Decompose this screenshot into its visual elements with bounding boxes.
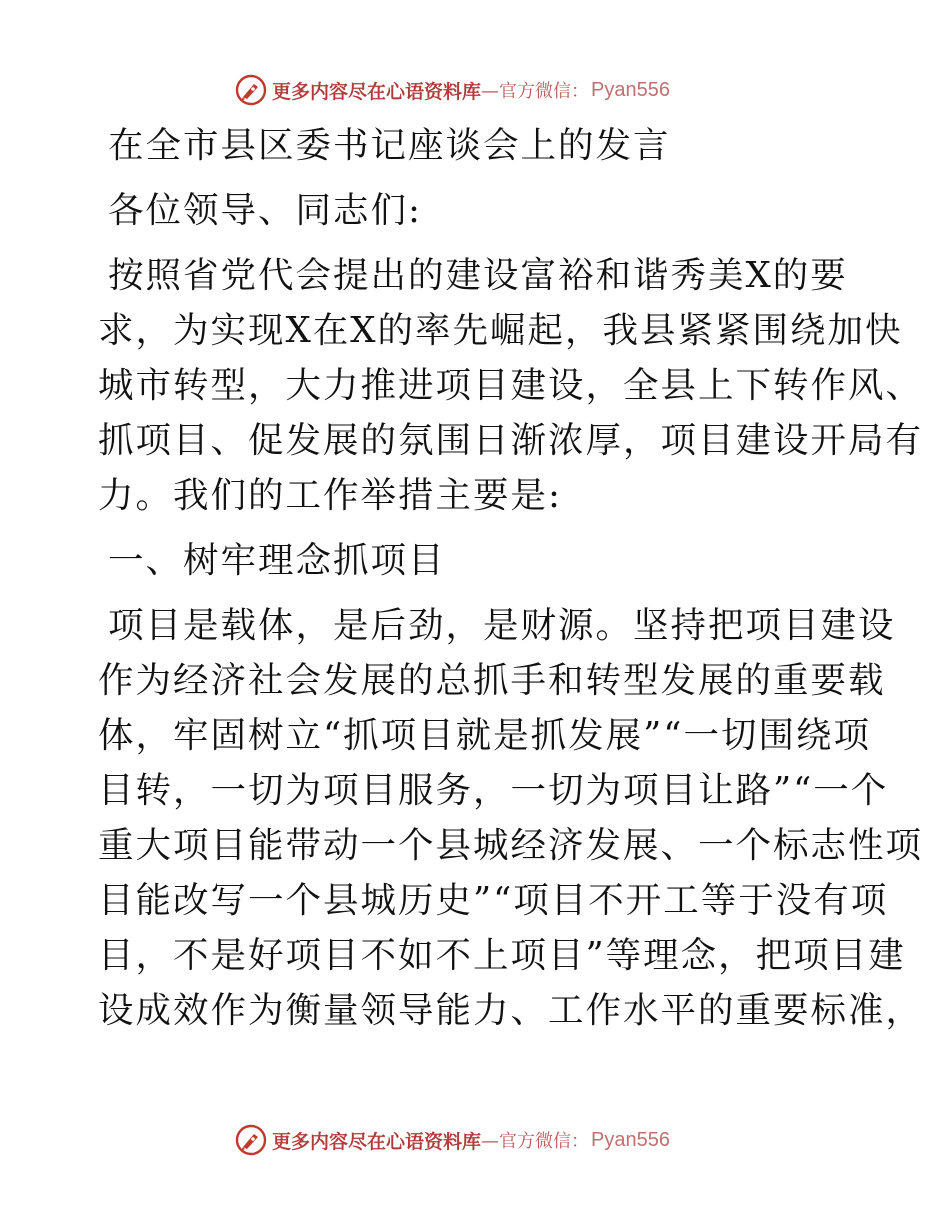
watermark-footer bbox=[234, 1122, 670, 1158]
paragraph-line: 设成效作为衡量领导能力、工作水平的重要标准， bbox=[98, 990, 924, 1031]
paragraph-line: 体，牢固树立“抓项目就是抓发展”“一切围绕项 bbox=[98, 715, 871, 756]
document-title: 在全市县区委书记座谈会上的发言 bbox=[108, 125, 671, 166]
watermark-main-text: 更多内容尽在心语资料库 bbox=[272, 1130, 482, 1153]
watermark-separator: —官方微信： bbox=[481, 81, 590, 102]
watermark-account: Pyan556 bbox=[591, 1128, 670, 1151]
paragraph-line: 目，不是好项目不如不上项目”等理念，把项目建 bbox=[98, 935, 906, 976]
paragraph-line: 目能改写一个县城历史”“项目不开工等于没有项 bbox=[98, 880, 889, 921]
salutation: 各位领导、同志们: bbox=[108, 190, 422, 231]
watermark-header bbox=[234, 72, 670, 108]
watermark-account: Pyan556 bbox=[591, 78, 670, 101]
paragraph-1 bbox=[98, 248, 924, 523]
paragraph-line: 重大项目能带动一个县城经济发展、一个标志性项 bbox=[98, 825, 924, 866]
paragraph-line: 按照省党代会提出的建设富裕和谐秀美X的要 bbox=[108, 255, 848, 296]
paragraph-line: 目转，一切为项目服务，一切为项目让路”“一个 bbox=[98, 770, 889, 811]
paragraph-line: 力。我们的工作举措主要是: bbox=[98, 475, 562, 516]
paragraph-line: 作为经济社会发展的总抓手和转型发展的重要载 bbox=[98, 660, 886, 701]
watermark-main-text: 更多内容尽在心语资料库 bbox=[272, 80, 482, 103]
paragraph-line: 城市转型，大力推进项目建设，全县上下转作风、 bbox=[98, 365, 924, 406]
paragraph-2 bbox=[98, 598, 924, 1038]
paragraph-line: 求，为实现X在X的率先崛起，我县紧紧围绕加快 bbox=[98, 310, 903, 351]
watermark-separator: —官方微信： bbox=[481, 1131, 590, 1152]
document-body bbox=[98, 118, 924, 1038]
paragraph-line: 抓项目、促发展的氛围日渐浓厚，项目建设开局有 bbox=[98, 420, 924, 461]
section-heading: 一、树牢理念抓项目 bbox=[108, 540, 446, 581]
pen-nib-logo-icon bbox=[234, 73, 268, 107]
pen-nib-logo-icon bbox=[234, 1123, 268, 1157]
paragraph-line: 项目是载体，是后劲，是财源。坚持把项目建设 bbox=[108, 605, 896, 646]
